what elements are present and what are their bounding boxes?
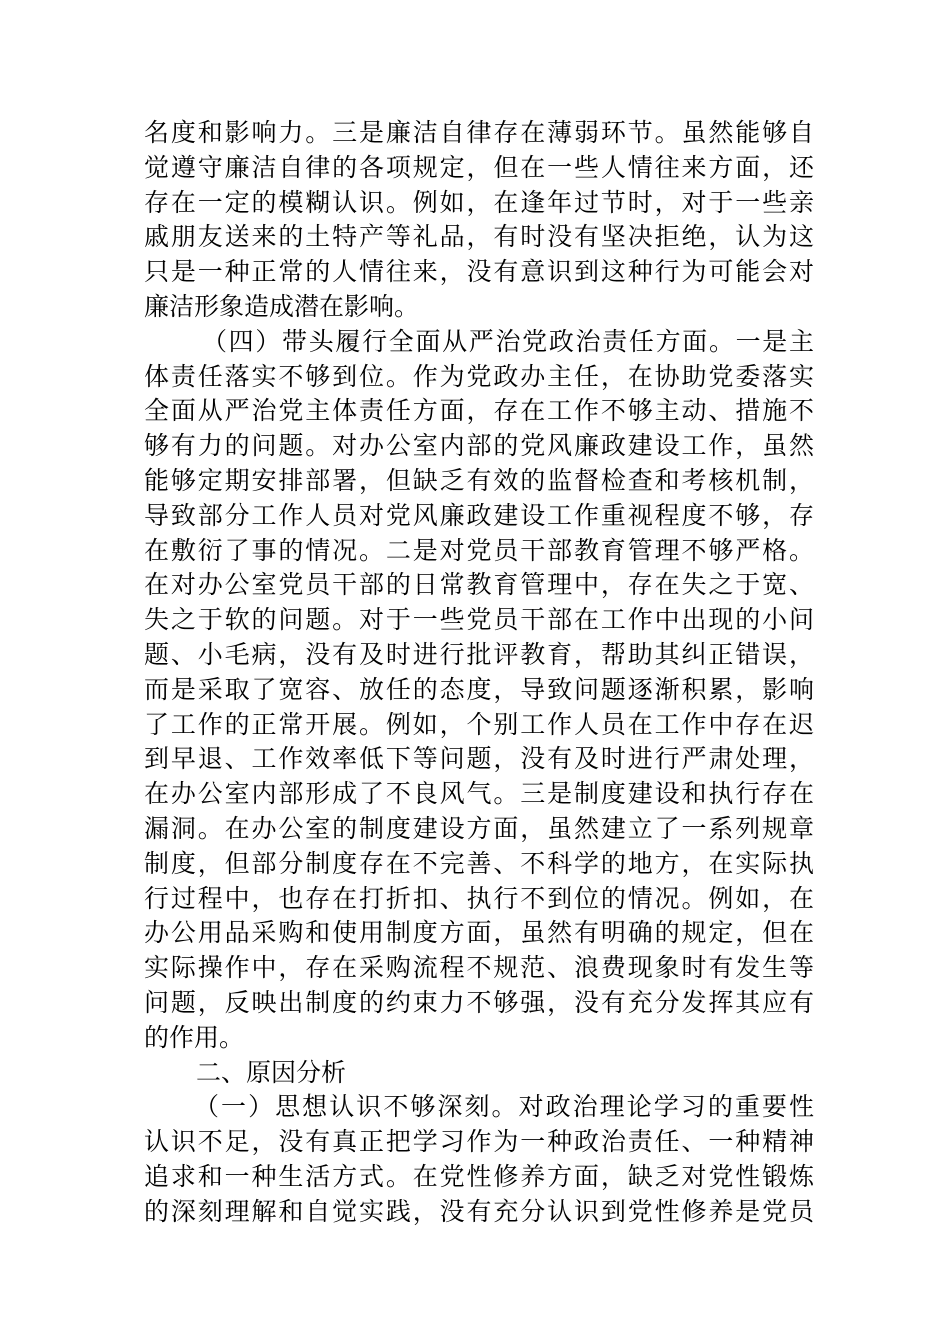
text-line: 全面从严治党主体责任方面，存在工作不够主动、措施不 <box>144 396 814 426</box>
text-line: 只是一种正常的人情往来，没有意识到这种行为可能会对 <box>144 257 814 287</box>
text-line: 问题，反映出制度的约束力不够强，没有充分发挥其应有 <box>144 987 814 1017</box>
text-line: （四）带头履行全面从严治党政治责任方面。一是主 <box>202 326 814 356</box>
text-line: 的深刻理解和自觉实践，没有充分认识到党性修养是党员 <box>144 1196 814 1226</box>
section-heading <box>144 1056 814 1091</box>
text-line: 能够定期安排部署，但缺乏有效的监督检查和考核机制， <box>144 465 814 495</box>
text-line: 而是采取了宽容、放任的态度，导致问题逐渐积累，影响 <box>144 674 814 704</box>
text-line: 追求和一种生活方式。在党性修养方面，缺乏对党性锻炼 <box>144 1161 814 1191</box>
text-line: 办公用品采购和使用制度方面，虽然有明确的规定，但在 <box>144 918 814 948</box>
text-line: 够有力的问题。对办公室内部的党风廉政建设工作，虽然 <box>144 431 814 461</box>
text-line: 认识不足，没有真正把学习作为一种政治责任、一种精神 <box>144 1127 814 1157</box>
text-line: 在办公室内部形成了不良风气。三是制度建设和执行存在 <box>144 779 814 809</box>
text-line: 戚朋友送来的土特产等礼品，有时没有坚决拒绝，认为这 <box>144 222 814 252</box>
text-line: 制度，但部分制度存在不完善、不科学的地方，在实际执 <box>144 848 814 878</box>
text-line: 了工作的正常开展。例如，个别工作人员在工作中存在迟 <box>144 709 814 739</box>
text-line: 存在一定的模糊认识。例如，在逢年过节时，对于一些亲 <box>144 187 814 217</box>
text-line: 导致部分工作人员对党风廉政建设工作重视程度不够，存 <box>144 500 814 530</box>
text-line: 失之于软的问题。对于一些党员干部在工作中出现的小问 <box>144 605 814 635</box>
paragraph-integrity <box>144 116 814 325</box>
text-line: 到早退、工作效率低下等问题，没有及时进行严肃处理， <box>144 744 814 774</box>
text-line: 的作用。 <box>144 1022 245 1052</box>
text-line: 漏洞。在办公室的制度建设方面，虽然建立了一系列规章 <box>144 813 814 843</box>
text-line: 实际操作中，存在采购流程不规范、浪费现象时有发生等 <box>144 953 814 983</box>
text-line: （一）思想认识不够深刻。对政治理论学习的重要性 <box>194 1092 814 1122</box>
paragraph-cause-one <box>144 1090 814 1229</box>
text-line: 在对办公室党员干部的日常教育管理中，存在失之于宽、 <box>144 570 814 600</box>
heading-cause-analysis: 二、原因分析 <box>196 1057 347 1087</box>
text-line: 题、小毛病，没有及时进行批评教育，帮助其纠正错误， <box>144 639 814 669</box>
text-line: 廉洁形象造成潜在影响。 <box>144 291 420 321</box>
text-line: 觉遵守廉洁自律的各项规定，但在一些人情往来方面，还 <box>144 152 814 182</box>
document-body <box>144 116 814 1230</box>
text-line: 名度和影响力。三是廉洁自律存在薄弱环节。虽然能够自 <box>144 118 814 147</box>
text-line: 体责任落实不够到位。作为党政办主任，在协助党委落实 <box>144 361 814 391</box>
paragraph-section-four <box>144 325 814 1056</box>
text-line: 在敷衍了事的情况。二是对党员干部教育管理不够严格。 <box>144 535 814 565</box>
text-line: 行过程中，也存在打折扣、执行不到位的情况。例如，在 <box>144 883 814 913</box>
